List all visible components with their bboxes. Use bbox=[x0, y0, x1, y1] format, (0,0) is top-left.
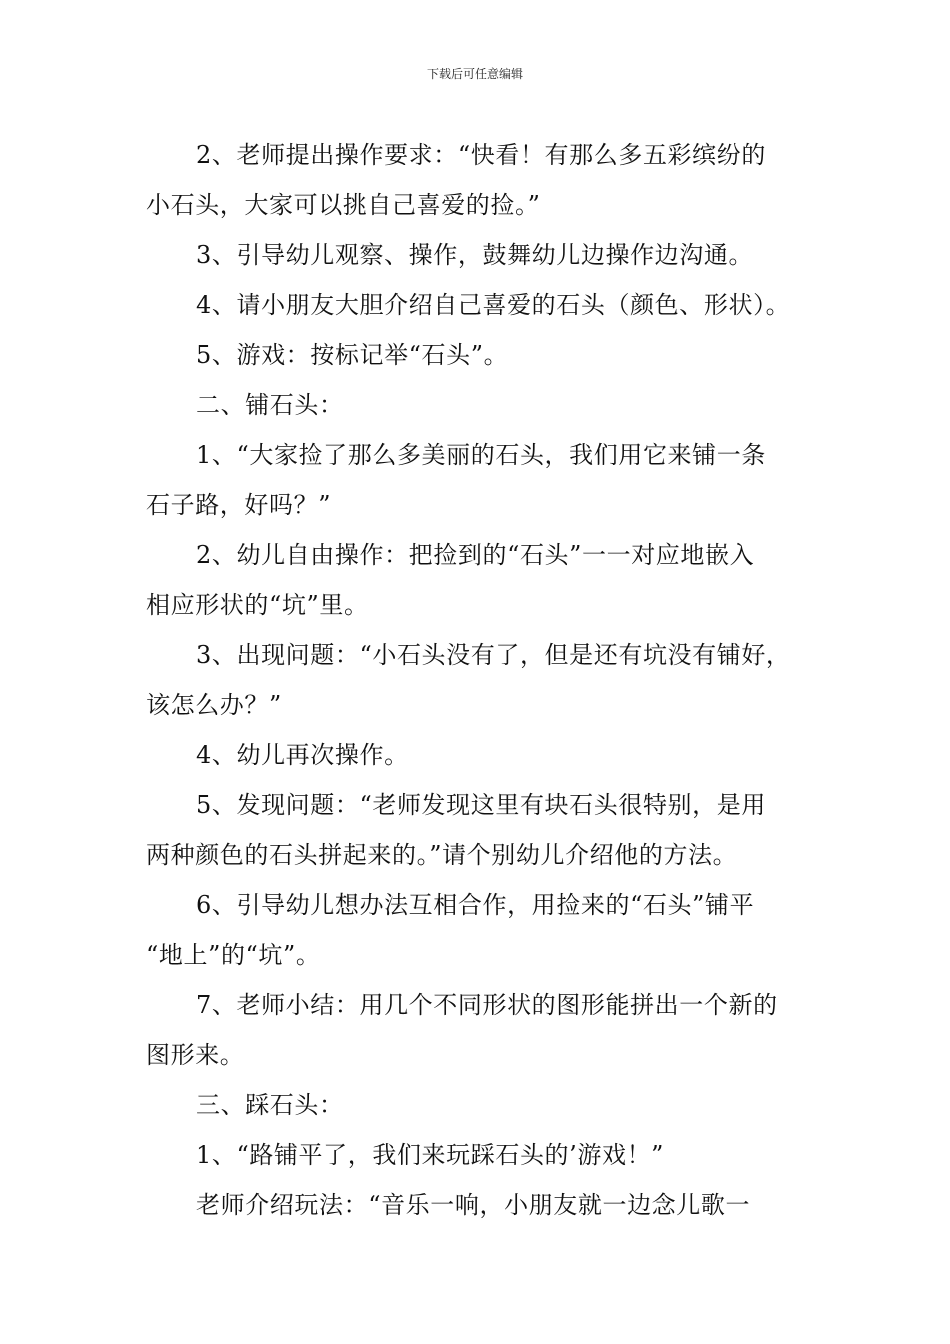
text-line: 2、老师提出操作要求：“快看！有那么多五彩缤纷的 bbox=[196, 141, 766, 169]
text-line: 石子路，好吗？” bbox=[146, 491, 332, 519]
text-line: 图形来。 bbox=[146, 1041, 245, 1069]
text-line: 小石头，大家可以挑自己喜爱的捡。” bbox=[146, 191, 541, 219]
document-body bbox=[146, 130, 810, 1230]
text-line: 1、“路铺平了，我们来玩踩石头的’游戏！” bbox=[196, 1141, 665, 1169]
page-header: 下载后可任意编辑 bbox=[426, 67, 523, 81]
text-line: 5、游戏：按标记举“石头”。 bbox=[196, 341, 509, 369]
text-line: 4、请小朋友大胆介绍自己喜爱的石头（颜色、形状）。 bbox=[196, 291, 791, 319]
text-line: 老师介绍玩法：“音乐一响，小朋友就一边念儿歌一 bbox=[196, 1191, 751, 1219]
section-heading: 三、踩石头： bbox=[196, 1091, 344, 1119]
section-heading: 二、铺石头： bbox=[196, 391, 344, 419]
text-line: 5、发现问题：“老师发现这里有块石头很特别，是用 bbox=[196, 791, 766, 819]
text-line: 2、幼儿自由操作：把捡到的“石头”一一对应地嵌入 bbox=[196, 541, 755, 569]
text-line: 6、引导幼儿想办法互相合作，用捡来的“石头”铺平 bbox=[196, 891, 755, 919]
text-line: 该怎么办？” bbox=[146, 691, 282, 719]
text-line: 7、老师小结：用几个不同形状的图形能拼出一个新的 bbox=[196, 991, 778, 1019]
text-line: 两种颜色的石头拼起来的。”请个别幼儿介绍他的方法。 bbox=[146, 841, 738, 869]
text-line: “地上”的“坑”。 bbox=[146, 941, 321, 969]
text-line: 3、引导幼儿观察、操作，鼓舞幼儿边操作边沟通。 bbox=[196, 241, 754, 269]
text-line: 相应形状的“坑”里。 bbox=[146, 591, 369, 619]
text-line: 4、幼儿再次操作。 bbox=[196, 741, 409, 769]
text-line: 3、出现问题：“小石头没有了，但是还有坑没有铺好， bbox=[196, 641, 791, 669]
text-line: 1、“大家捡了那么多美丽的石头，我们用它来铺一条 bbox=[196, 441, 766, 469]
